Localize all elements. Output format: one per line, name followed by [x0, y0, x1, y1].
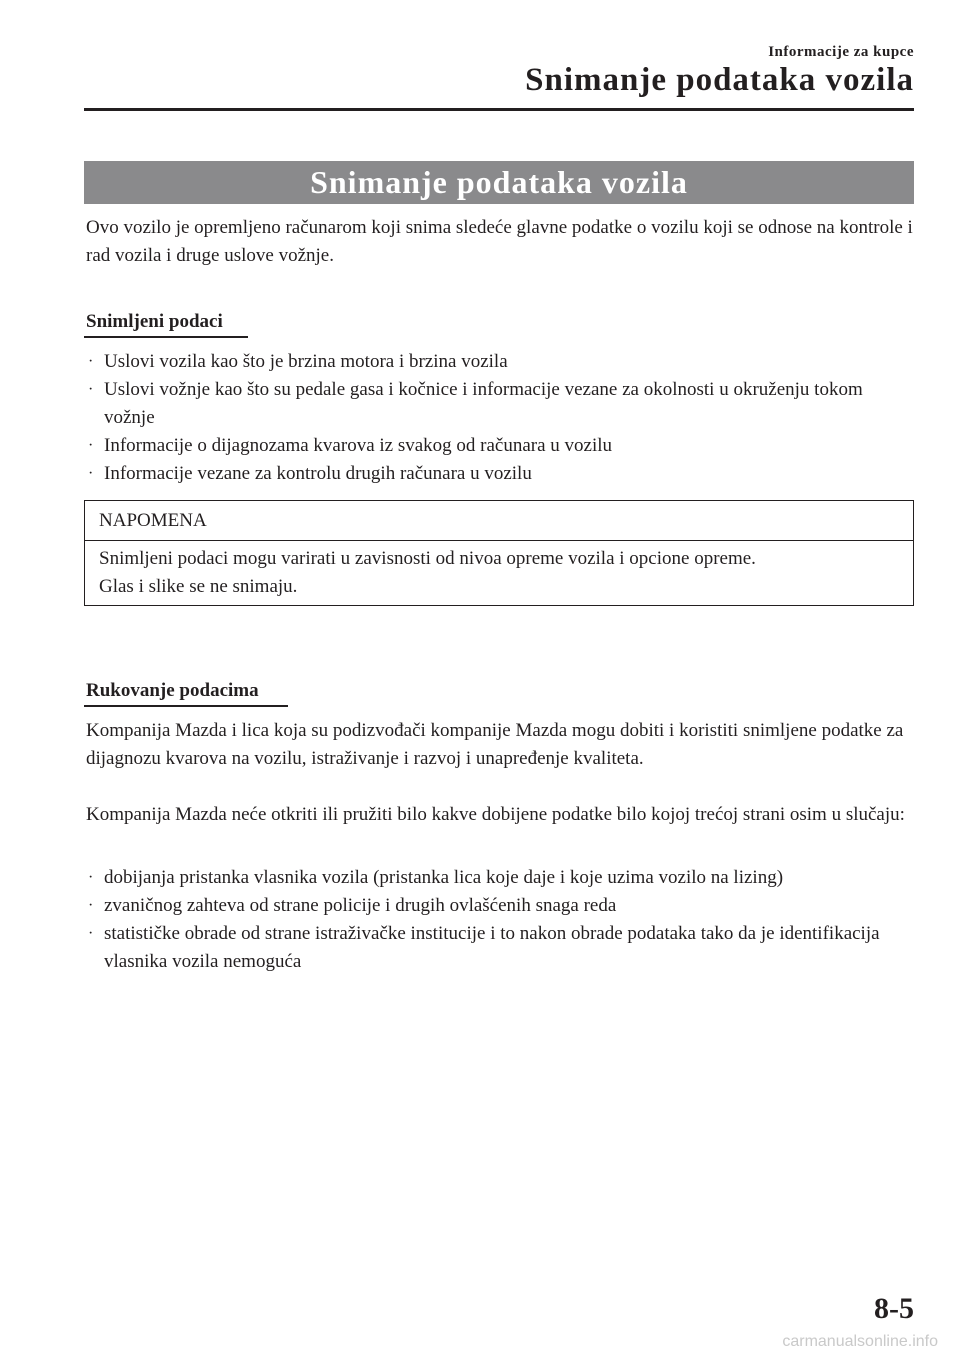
note-box	[84, 500, 914, 606]
recorded-data-list	[86, 348, 916, 488]
list-item: · zvaničnog zahteva od strane policije i drugih ovlašćenih snaga reda	[86, 892, 916, 920]
running-header-title: Snimanje podataka vozila	[525, 62, 914, 98]
page-number: 8-5	[874, 1292, 914, 1325]
list-item: · Uslovi vozila kao što je brzina motora i brzina vozila	[86, 348, 916, 376]
bullet-icon: ·	[88, 437, 94, 454]
footer-watermark: carmanualsonline.info	[782, 1333, 938, 1350]
bullet-icon: ·	[88, 353, 94, 370]
note-line: Glas i slike se ne snimaju.	[99, 576, 298, 597]
list-item: · Informacije vezane za kontrolu drugih računara u vozilu	[86, 460, 916, 488]
header-rule	[84, 108, 914, 111]
bullet-icon: ·	[88, 897, 94, 914]
list-item: · statističke obrade od strane istraživačke institucije i to nakon obrade podataka tako da je identifikacija vlasnika vozila nemoguća	[86, 920, 916, 976]
data-handling-heading: Rukovanje podacima	[86, 680, 259, 701]
note-line: Snimljeni podaci mogu varirati u zavisnosti od nivoa opreme vozila i opcione opreme.	[99, 548, 756, 569]
handling-paragraph-1: Kompanija Mazda i lica koja su podizvođači kompanije Mazda mogu dobiti i koristiti snimljene podatke za dijagnozu kvarova na vozilu, istraživanje i razvoj i unapređenje kvaliteta.	[86, 720, 904, 769]
list-item: · Uslovi vožnje kao što su pedale gasa i kočnice i informacije vezane za okolnosti u okruženju tokom vožnje	[86, 376, 916, 432]
list-item: · Informacije o dijagnozama kvarova iz svakog od računara u vozilu	[86, 432, 916, 460]
recorded-data-heading: Snimljeni podaci	[86, 311, 223, 332]
list-item: · dobijanja pristanka vlasnika vozila (pristanka lica koje daje i koje uzima vozilo na lizing)	[86, 864, 916, 892]
disclosure-exceptions-list	[86, 864, 916, 976]
data-handling-heading-rule	[84, 705, 288, 707]
handling-paragraph-2: Kompanija Mazda neće otkriti ili pružiti bilo kakve dobijene podatke bilo kojoj trećoj strani osim u slučaju:	[86, 804, 905, 825]
bullet-icon: ·	[88, 869, 94, 886]
running-header-section: Informacije za kupce	[768, 44, 914, 60]
section-banner-title: Snimanje podataka vozila	[310, 164, 688, 200]
note-title: NAPOMENA	[85, 501, 913, 541]
bullet-icon: ·	[88, 465, 94, 482]
bullet-icon: ·	[88, 925, 94, 942]
bullet-icon: ·	[88, 381, 94, 398]
intro-paragraph: Ovo vozilo je opremljeno računarom koji snima sledeće glavne podatke o vozilu koji se odnose na kontrole i rad vozila i druge uslove vožnje.	[86, 217, 913, 266]
note-body	[85, 541, 913, 601]
section-banner	[84, 161, 914, 204]
recorded-data-heading-rule	[84, 336, 248, 338]
